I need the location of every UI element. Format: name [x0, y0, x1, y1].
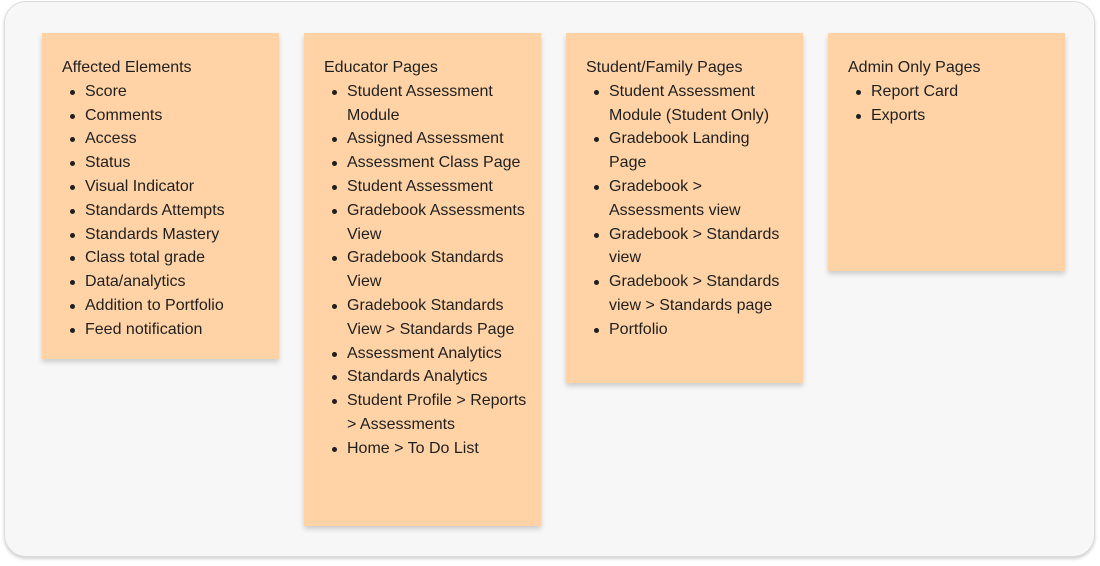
list-item: Comments [85, 104, 267, 128]
list-item: Exports [871, 104, 1053, 128]
sticky-note-educator-pages[interactable] [304, 33, 541, 526]
list-item: Feed notification [85, 318, 267, 342]
list-item: Gradebook Assessments View [347, 199, 529, 247]
sticky-note-student-family-pages[interactable] [566, 33, 803, 383]
note-list [586, 80, 791, 342]
list-item: Standards Analytics [347, 365, 529, 389]
note-title: Educator Pages [324, 59, 438, 76]
canvas-board [4, 1, 1095, 557]
sticky-note-affected-elements[interactable] [42, 33, 279, 359]
list-item: Assigned Assessment [347, 127, 529, 151]
list-item: Score [85, 80, 267, 104]
list-item: Standards Attempts [85, 199, 267, 223]
note-list [62, 80, 267, 342]
list-item: Gradebook > Assessments view [609, 175, 791, 223]
list-item: Addition to Portfolio [85, 294, 267, 318]
list-item: Gradebook Standards View [347, 246, 529, 294]
list-item: Access [85, 127, 267, 151]
note-list [324, 80, 529, 461]
list-item: Data/analytics [85, 270, 267, 294]
list-item: Report Card [871, 80, 1053, 104]
list-item: Status [85, 151, 267, 175]
list-item: Student Assessment Module [347, 80, 529, 128]
list-item: Gradebook Landing Page [609, 127, 791, 175]
list-item: Visual Indicator [85, 175, 267, 199]
list-item: Student Profile > Reports > Assessments [347, 389, 529, 437]
list-item: Student Assessment [347, 175, 529, 199]
list-item: Gradebook Standards View > Standards Page [347, 294, 529, 342]
note-list [848, 80, 1053, 128]
note-title: Admin Only Pages [848, 59, 981, 76]
list-item: Home > To Do List [347, 437, 529, 461]
list-item: Standards Mastery [85, 223, 267, 247]
note-title: Student/Family Pages [586, 59, 743, 76]
list-item: Assessment Analytics [347, 342, 529, 366]
list-item: Gradebook > Standards view > Standards page [609, 270, 791, 318]
note-title: Affected Elements [62, 59, 192, 76]
list-item: Class total grade [85, 246, 267, 270]
list-item: Assessment Class Page [347, 151, 529, 175]
list-item: Portfolio [609, 318, 791, 342]
sticky-note-admin-only-pages[interactable] [828, 33, 1065, 271]
list-item: Student Assessment Module (Student Only) [609, 80, 791, 128]
list-item: Gradebook > Standards view [609, 223, 791, 271]
